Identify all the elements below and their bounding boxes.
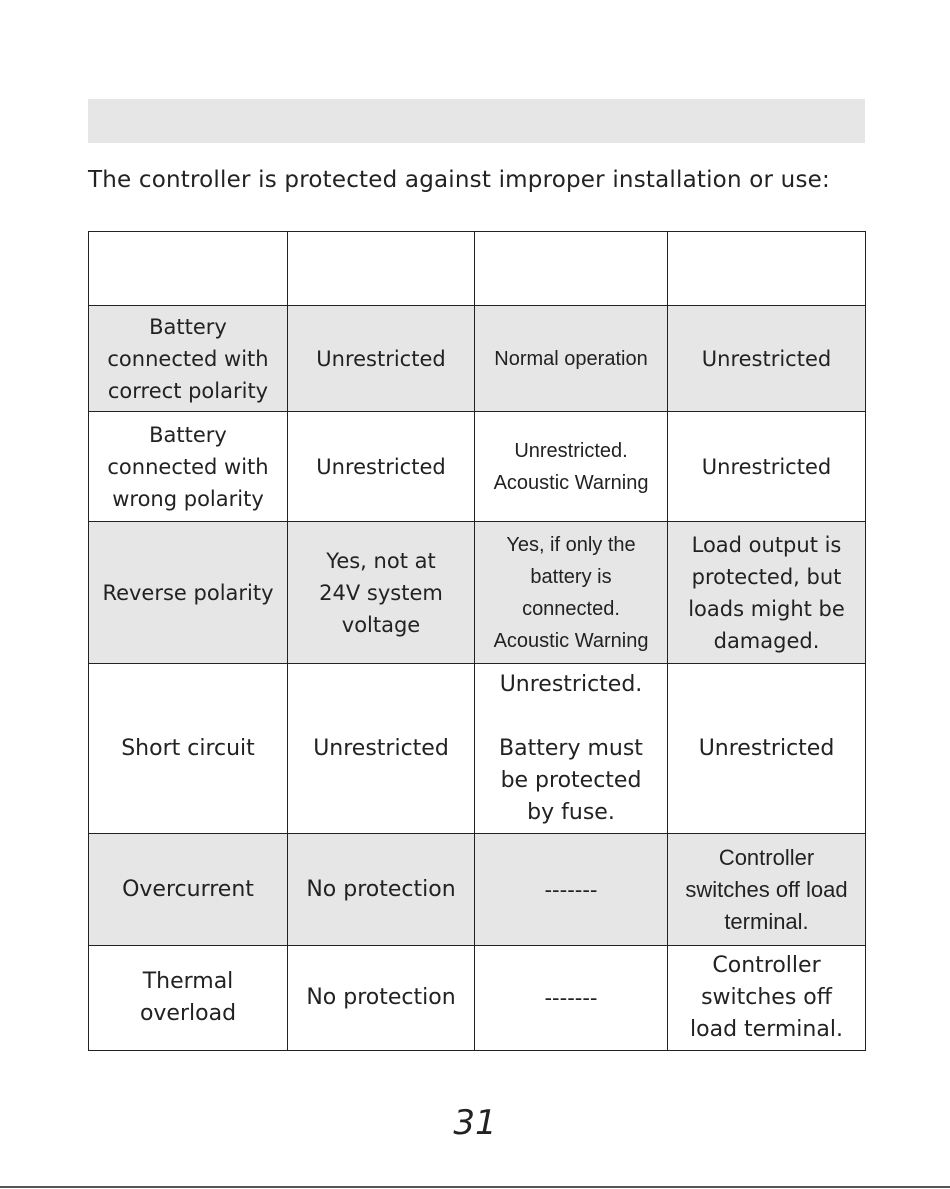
table-cell: Battery connected with wrong polarity (89, 412, 288, 522)
table-cell: Short circuit (89, 664, 288, 834)
table-row (89, 834, 866, 946)
table-cell: ------- (475, 834, 668, 946)
header-cell (475, 232, 668, 306)
header-cell (89, 232, 288, 306)
table-row (89, 412, 866, 522)
header-cell (288, 232, 475, 306)
protection-table (88, 231, 866, 1051)
table-cell: Battery connected with correct polarity (89, 306, 288, 412)
table-cell: Normal operation (475, 306, 668, 412)
table-cell: Thermal overload (89, 946, 288, 1051)
table-row (89, 946, 866, 1051)
table-cell: No protection (288, 834, 475, 946)
intro-text: The controller is protected against improper installation or use: (88, 167, 830, 193)
table-cell: Load output is protected, but loads might be damaged. (668, 522, 866, 664)
table-header-row (89, 232, 866, 306)
table-cell: Unrestricted. Battery must be protected by fuse. (475, 664, 668, 834)
header-cell (668, 232, 866, 306)
table-cell: Controller switches off load terminal. (668, 946, 866, 1051)
table-cell: Unrestricted (668, 412, 866, 522)
table-cell: Reverse polarity (89, 522, 288, 664)
table-cell: Unrestricted (288, 664, 475, 834)
table-cell: No protection (288, 946, 475, 1051)
table-cell: ------- (475, 946, 668, 1051)
table-cell: Controller switches off load terminal. (668, 834, 866, 946)
table-cell: Yes, if only the battery is connected. Acoustic Warning (475, 522, 668, 664)
table-cell: Yes, not at 24V system voltage (288, 522, 475, 664)
table-cell: Unrestricted (288, 306, 475, 412)
table-cell: Unrestricted (288, 412, 475, 522)
page-edge-line (0, 1186, 950, 1188)
table-cell: Overcurrent (89, 834, 288, 946)
table-cell: Unrestricted. Acoustic Warning (475, 412, 668, 522)
table-cell: Unrestricted (668, 306, 866, 412)
table-row (89, 664, 866, 834)
page-number: 31 (453, 1103, 497, 1143)
table-cell: Unrestricted (668, 664, 866, 834)
table-row (89, 522, 866, 664)
section-header-bar (88, 99, 865, 143)
table-row (89, 306, 866, 412)
